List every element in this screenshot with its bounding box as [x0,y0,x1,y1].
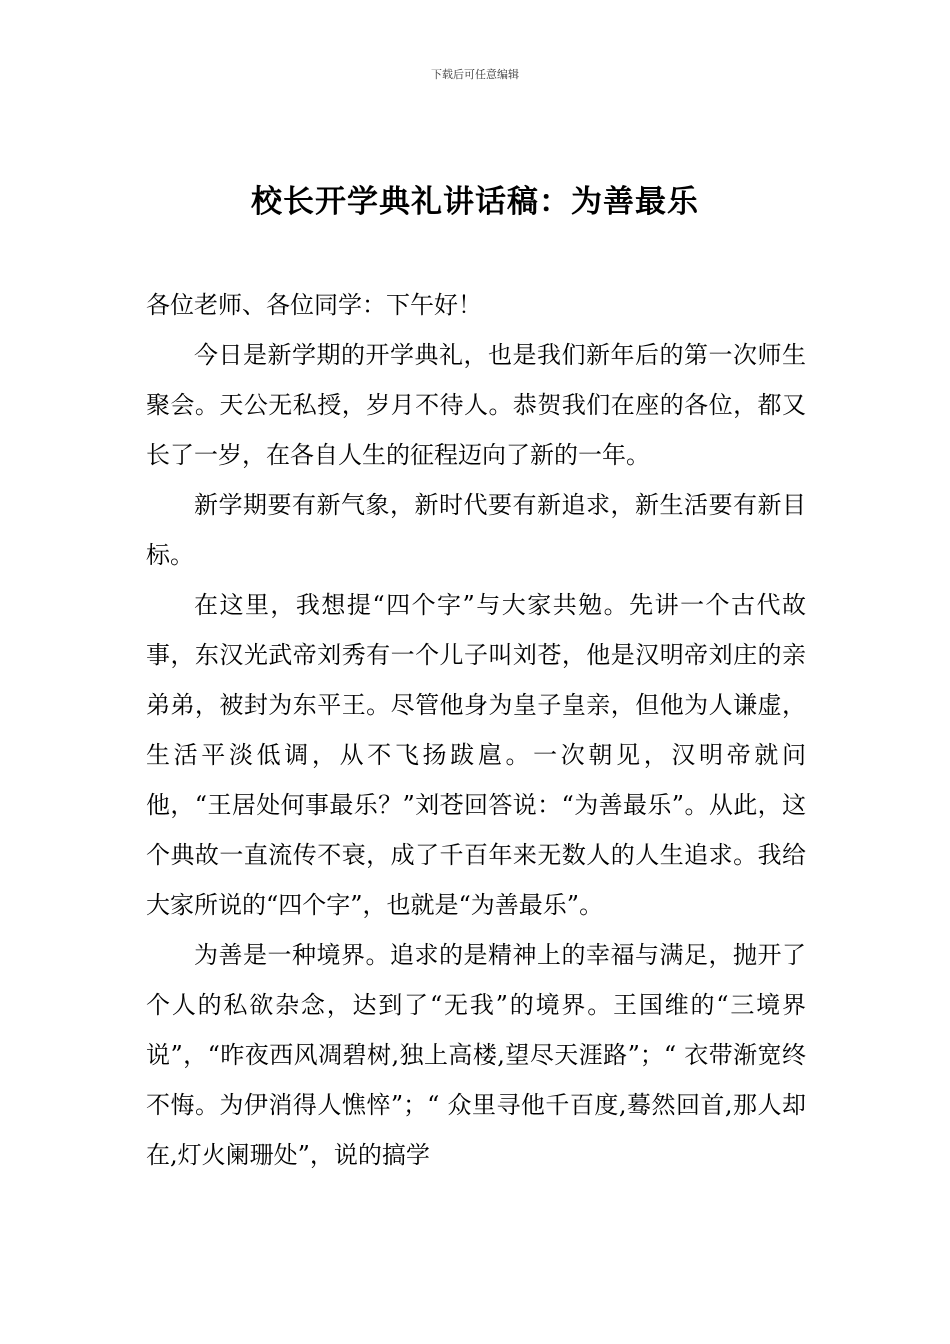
document-title: 校长开学典礼讲话稿：为善最乐 [251,184,699,220]
salutation-paragraph: 各位老师、各位同学：下午好！ [146,291,482,319]
document-body [146,280,806,1180]
body-paragraph: 新学期要有新气象，新时代要有新追求，新生活要有新目标。 [146,491,806,569]
body-paragraph: 在这里，我想提“四个字”与大家共勉。先讲一个古代故事，东汉光武帝刘秀有一个儿子叫刘苍，他是汉明帝刘庄的亲弟弟，被封为东平王。尽管他身为皇子皇亲，但他为人谦虚，生活平淡低调，从不飞扬跋扈。一次朝见，汉明帝就问他，“王居处何事最乐？”刘苍回答说：“为善最乐”。从此，这个典故一直流传不衰，成了千百年来无数人的人生追求。我给大家所说的“四个字”，也就是“为善最乐”。 [146,591,806,919]
body-paragraph: 今日是新学期的开学典礼，也是我们新年后的第一次师生聚会。天公无私授，岁月不待人。恭贺我们在座的各位，都又长了一岁，在各自人生的征程迈向了新的一年。 [146,341,806,469]
page-header-note: 下载后可任意编辑 [431,68,519,81]
body-paragraph: 为善是一种境界。追求的是精神上的幸福与满足，抛开了个人的私欲杂念，达到了“无我”的境界。王国维的“三境界说”，“昨夜西风凋碧树,独上高楼,望尽天涯路”；“ 衣带渐宽终不悔。为伊消得人憔悴”；“ 众里寻他千百度,蓦然回首,那人却在,灯火阑珊处”，说的搞学 [146,941,806,1169]
